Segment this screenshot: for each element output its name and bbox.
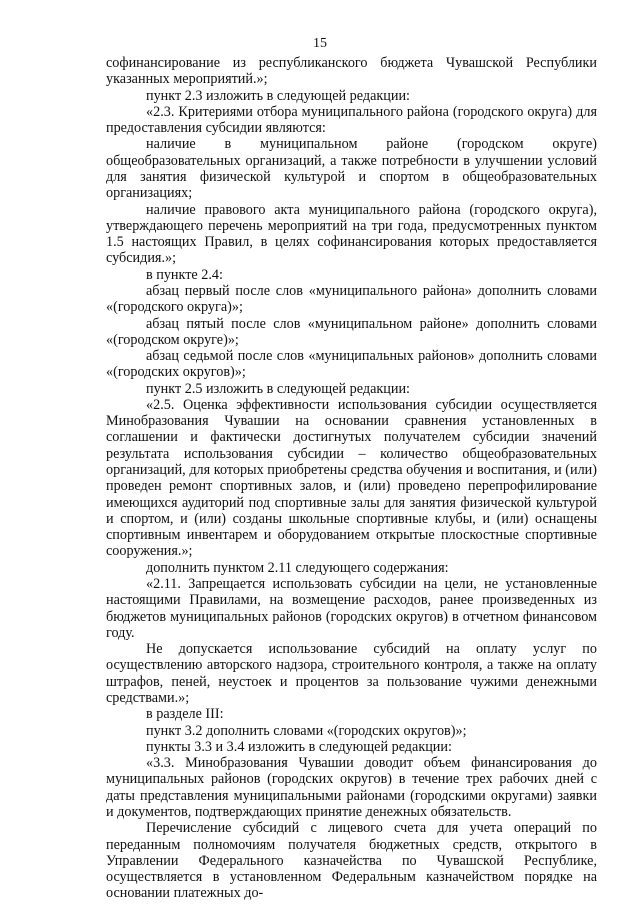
paragraph: наличие правового акта муниципального района (городского округа), утверждающего перечень мероприятий на три года, предусмотренных пунктом 1.5 настоящих Правил, в целях софинансирования которых предоставляется субсидия.»; bbox=[106, 201, 597, 267]
paragraph: «3.3. Минобразования Чувашии доводит объем финансирования до муниципальных районов (городских округов) в течение трех рабочих дней с даты представления муниципальными районами (городскими округами) заявки и документов, подтверждающих принятие денежных обязательств. bbox=[106, 755, 597, 820]
paragraph: «2.5. Оценка эффективности использования субсидии осуществляется Минобразования Чувашии на основании сравнения установленных в соглашении и фактически достигнутых получателем субсидии значений результата использования субсидии – количество общеобразовательных организаций, для которых приобретены средства обучения и воспитания, и (или) проведен ремонт спортивных залов, и (или) проведено перепрофилирование имеющихся аудиторий под спортивные залы для занятия физической культурой и спортом, и (или) созданы школьные спортивные клубы, и (или) оснащены спортивным инвентарем и оборудованием открытые плоскостные спортивные сооружения.»; bbox=[106, 396, 597, 560]
paragraph: Не допускается использование субсидий на оплату услуг по осуществлению авторского надзора, строительного контроля, а также на оплату штрафов, пеней, неустоек и процентов за пользование чужими денежными средствами.»; bbox=[106, 641, 597, 706]
paragraph: Перечисление субсидий с лицевого счета для учета операций по переданным полномочиям получателя бюджетных средств, открытого в Управлении Федерального казначейства по Чувашской Республике, осуществляется в установленном Федеральным казначейством порядке на основании платежных до- bbox=[106, 820, 597, 902]
paragraph: пункт 2.5 изложить в следующей редакции: bbox=[146, 380, 410, 397]
paragraph: пункт 2.3 изложить в следующей редакции: bbox=[146, 87, 410, 104]
paragraph: абзац седьмой после слов «муниципальных районов» дополнить словами «(городских округов)»; bbox=[106, 348, 597, 381]
page-number: 15 bbox=[313, 36, 327, 51]
paragraph: «2.3. Критериями отбора муниципального района (городского округа) для предоставления субсидии являются: bbox=[106, 103, 597, 137]
paragraph: пункты 3.3 и 3.4 изложить в следующей редакции: bbox=[146, 738, 452, 755]
paragraph: «2.11. Запрещается использовать субсидии на цели, не установленные настоящими Правилами, на возмещение расходов, ранее произведенных из бюджетов муниципальных районов (городских округов) в отчетном финансовом году. bbox=[106, 576, 597, 641]
paragraph: наличие в муниципальном районе (городском округе) общеобразовательных организаций, а также потребности в улучшении условий для занятия физической культурой и спортом в общеобразовательных организациях; bbox=[106, 136, 597, 202]
paragraph: в разделе III: bbox=[146, 706, 224, 723]
paragraph: абзац первый после слов «муниципального района» дополнить словами «(городского округа)»; bbox=[106, 282, 597, 316]
paragraph: абзац пятый после слов «муниципальном районе» дополнить словами «(городском округе)»; bbox=[106, 315, 597, 348]
paragraph: в пункте 2.4: bbox=[146, 266, 223, 283]
paragraph: софинансирование из республиканского бюджета Чувашской Республики указанных мероприятий.»; bbox=[106, 55, 597, 88]
document-body bbox=[106, 55, 597, 902]
paragraph: пункт 3.2 дополнить словами «(городских округов)»; bbox=[146, 722, 467, 739]
paragraph: дополнить пунктом 2.11 следующего содержания: bbox=[146, 559, 449, 576]
